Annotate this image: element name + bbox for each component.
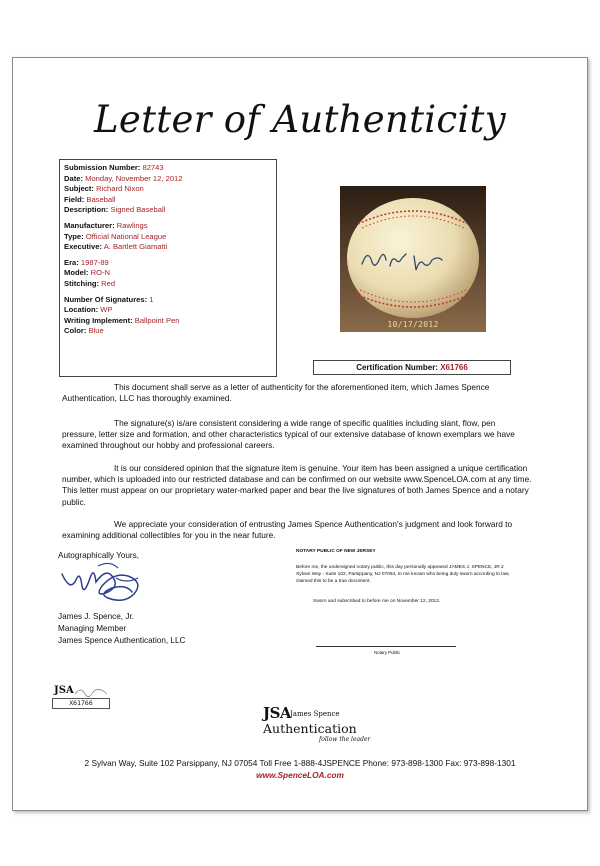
signer-name: James J. Spence, Jr. (58, 612, 134, 621)
detail-era: Era: 1987-89 (64, 257, 109, 267)
detail-type: Type: Official National League (64, 231, 167, 241)
logo-jsa: JSA (263, 704, 292, 722)
notary-statement: Before me, the undersigned notary public, this day personally appeared JAMES J. SPENCE, JR 2 Sylvan Way - Suite 102, Parsippany, NJ 07054, to me known who being duly sworn according to law, claimed this to be a true document. (296, 565, 510, 584)
detail-submission-number: Submission Number: 82743 (64, 163, 164, 172)
letter-title: Letter of Authenticity (94, 98, 506, 141)
item-details-box (59, 159, 277, 377)
detail-number-of-signatures: Number Of Signatures: 1 (64, 294, 154, 304)
paragraph-signature-analysis: The signature(s) is/are consistent considering a wide range of specific qualities including slant, flow, pen pressure, letter size and formation, and other characteristics typical of our extensive database of known exemplars we have examined throughout our hobby and professional careers. (62, 418, 515, 451)
logo-james-spence: James Spence (290, 710, 340, 718)
paragraph-intro: This document shall serve as a letter of authenticity for the aforementioned item, which James Spence Authentication, LLC has thoroughly examined. (62, 382, 490, 404)
detail-executive: Executive: A. Bartlett Giamatti (64, 242, 168, 252)
certification-label: Certification Number: (356, 363, 438, 372)
jsa-hologram-sticker (52, 685, 110, 715)
notary-public-label: Notary Public (374, 650, 401, 655)
photo-date-stamp: 10/17/2012 (387, 320, 439, 329)
detail-model: Model: RO-N (64, 268, 110, 278)
spence-signature (58, 558, 158, 613)
footer-website: www.SpenceLOA.com (256, 770, 344, 780)
signer-block (58, 611, 185, 646)
closing-line: Autographically Yours, (58, 551, 140, 560)
notary-signature-line (316, 646, 456, 647)
footer-address: 2 Sylvan Way, Suite 102 Parsippany, NJ 07054 Toll Free 1-888-4JSPENCE Phone: 973-898-1300 Fax: 973-898-1301 (84, 758, 516, 768)
notary-heading: NOTARY PUBLIC OF NEW JERSEY (296, 549, 376, 554)
logo-tagline: follow the leader (319, 736, 371, 743)
jsa-authentication-logo (255, 704, 375, 748)
notary-sworn-line: Sworn and subscribed to before me on November 12, 2012. (313, 599, 441, 604)
sticker-cert-number: X61766 (52, 698, 110, 709)
detail-description: Description: Signed Baseball (64, 205, 166, 215)
signer-title: Managing Member (58, 623, 127, 633)
detail-date: Date: Monday, November 12, 2012 (64, 173, 183, 183)
baseball-image (340, 186, 486, 332)
signed-baseball-photo (340, 186, 486, 332)
detail-location: Location: WP (64, 305, 113, 315)
detail-writing-implement: Writing Implement: Ballpoint Pen (64, 315, 180, 325)
paragraph-appreciation: We appreciate your consideration of entrusting James Spence Authentication's judgment and look forward to examining additional collectibles for you in the near future. (62, 519, 513, 541)
detail-stitching: Stitching: Red (64, 278, 116, 288)
detail-color: Color: Blue (64, 326, 104, 336)
certification-value: X61766 (440, 363, 468, 372)
signer-company: James Spence Authentication, LLC (58, 635, 186, 645)
handwritten-signature-image (58, 558, 158, 608)
detail-subject: Subject: Richard Nixon (64, 184, 144, 194)
detail-field: Field: Baseball (64, 194, 116, 204)
logo-authentication: Authentication (263, 721, 357, 736)
certification-number-box (313, 360, 511, 375)
paragraph-opinion: It is our considered opinion that the signature item is genuine. Your item has been assigned a unique certification number, which is uploaded into our restricted database and can be confirmed on our website www.SpenceLOA.com at any time. This letter must appear on our proprietary water-marked paper and bear the live signatures of both James Spence and a notary public. (62, 463, 532, 507)
sticker-scribble-icon (74, 687, 108, 697)
detail-manufacturer: Manufacturer: Rawlings (64, 220, 148, 230)
jsa-mark: JSA (54, 685, 74, 696)
